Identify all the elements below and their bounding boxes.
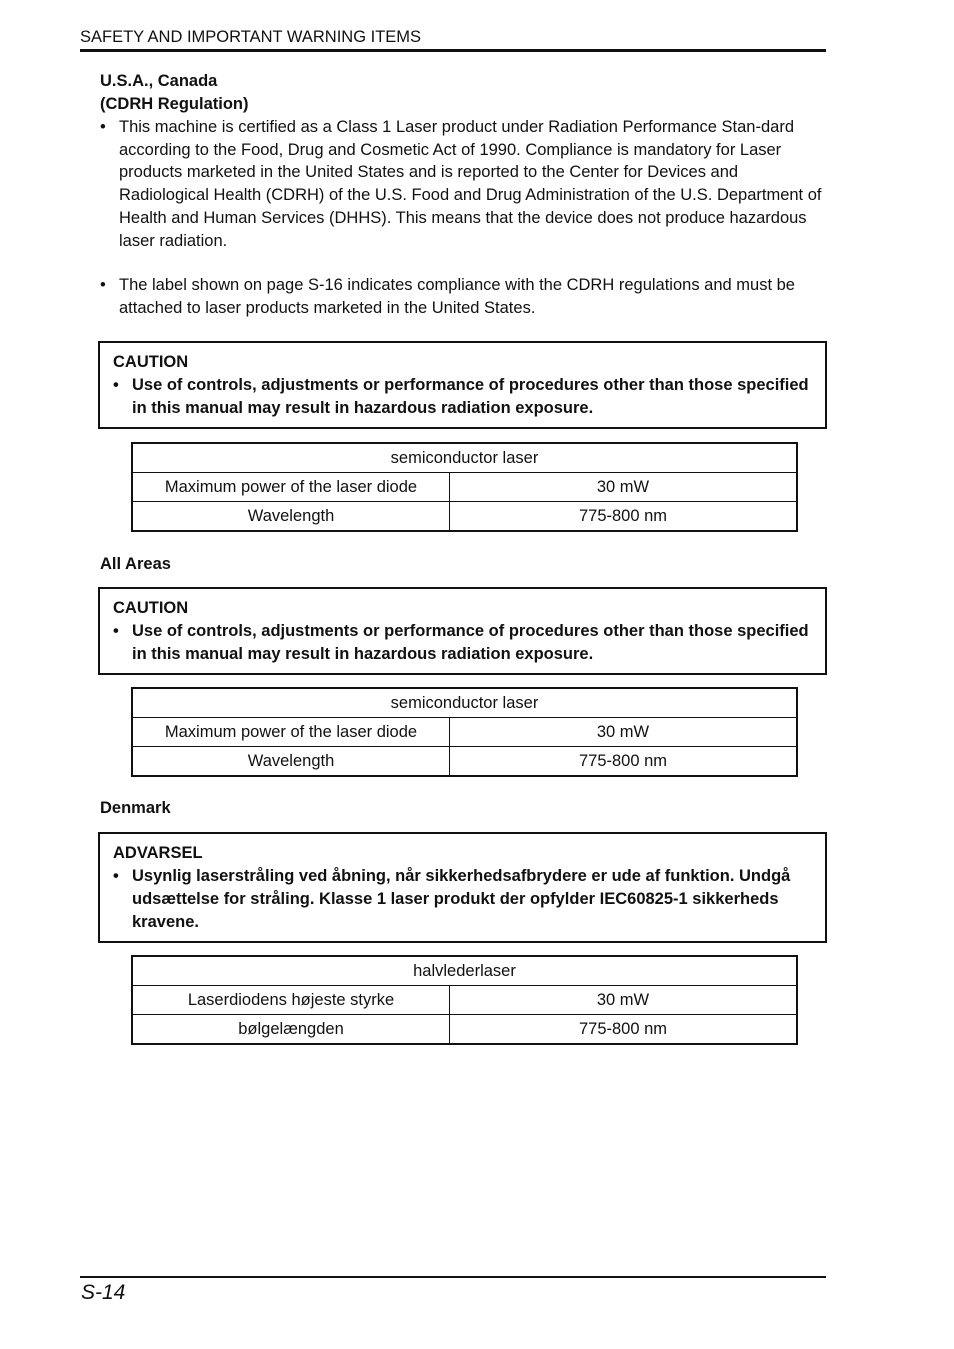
table-cell-label: Wavelength — [132, 502, 450, 532]
caution-box-denmark — [98, 832, 827, 943]
caution-text: • Use of controls, adjustments or performance of procedures other than those specified in this manual may result in hazardous radiation exposure. — [113, 374, 811, 420]
caution-title: ADVARSEL — [113, 844, 203, 862]
caution-title: CAUTION — [113, 599, 189, 617]
table-row — [132, 747, 797, 777]
page-header: SAFETY AND IMPORTANT WARNING ITEMS — [80, 27, 826, 52]
table-header-cell: semiconductor laser — [132, 688, 797, 718]
table-row — [132, 956, 797, 986]
caution-box-all-areas — [98, 587, 827, 675]
laser-spec-table-usa-canada — [131, 442, 798, 532]
list-item: • This machine is certified as a Class 1 Laser product under Radiation Performance Stan-dard according to the Food, Drug and Cosmetic Act of 1990. Compliance is mandatory for Laser products marketed in the United States and is reported to the Center for Devices and Radiological Health (CDRH) of the U.S. Food and Drug Administration of the U.S. Department of Health and Human Services (DHHS). This means that the device does not produce hazardous laser radiation. — [100, 116, 830, 252]
table-row — [132, 502, 797, 532]
laser-spec-table-denmark — [131, 955, 798, 1045]
table-row — [132, 688, 797, 718]
footer-rule — [80, 1276, 826, 1278]
table-row — [132, 473, 797, 502]
usa-canada-bullet-list-2 — [100, 274, 830, 319]
table-row — [132, 1015, 797, 1045]
caution-box-usa-canada — [98, 341, 827, 429]
table-cell-label: Maximum power of the laser diode — [132, 473, 450, 502]
table-row — [132, 443, 797, 473]
section-heading-all-areas: All Areas — [100, 555, 171, 573]
usa-canada-bullet-list — [100, 116, 830, 252]
table-cell-label: Maximum power of the laser diode — [132, 718, 450, 747]
table-header-cell: semiconductor laser — [132, 443, 797, 473]
section-heading-denmark: Denmark — [100, 799, 171, 817]
table-row — [132, 986, 797, 1015]
caution-title: CAUTION — [113, 353, 189, 371]
laser-spec-table-all-areas — [131, 687, 798, 777]
section-heading-line: (CDRH Regulation) — [100, 95, 249, 113]
table-cell-label: Wavelength — [132, 747, 450, 777]
table-cell-value: 775-800 nm — [450, 747, 798, 777]
list-item: • The label shown on page S-16 indicates compliance with the CDRH regulations and must be attached to laser products marketed in the United States. — [100, 274, 830, 319]
table-row — [132, 718, 797, 747]
table-cell-label: Laserdiodens højeste styrke — [132, 986, 450, 1015]
table-cell-value: 775-800 nm — [450, 502, 798, 532]
table-cell-value: 30 mW — [450, 718, 798, 747]
table-cell-value: 30 mW — [450, 986, 798, 1015]
section-heading-line: U.S.A., Canada — [100, 72, 218, 90]
table-cell-value: 30 mW — [450, 473, 798, 502]
table-header-cell: halvlederlaser — [132, 956, 797, 986]
table-cell-label: bølgelængden — [132, 1015, 450, 1045]
table-cell-value: 775-800 nm — [450, 1015, 798, 1045]
caution-text: • Usynlig laserstråling ved åbning, når sikkerhedsafbrydere er ude af funktion. Undgå udsættelse for stråling. Klasse 1 laser produkt der opfylder IEC60825-1 sikkerheds kravene. — [113, 865, 811, 934]
caution-text: • Use of controls, adjustments or performance of procedures other than those specified in this manual may result in hazardous radiation exposure. — [113, 620, 811, 666]
page-number: S-14 — [81, 1281, 126, 1304]
section-heading-usa-canada — [100, 70, 248, 116]
